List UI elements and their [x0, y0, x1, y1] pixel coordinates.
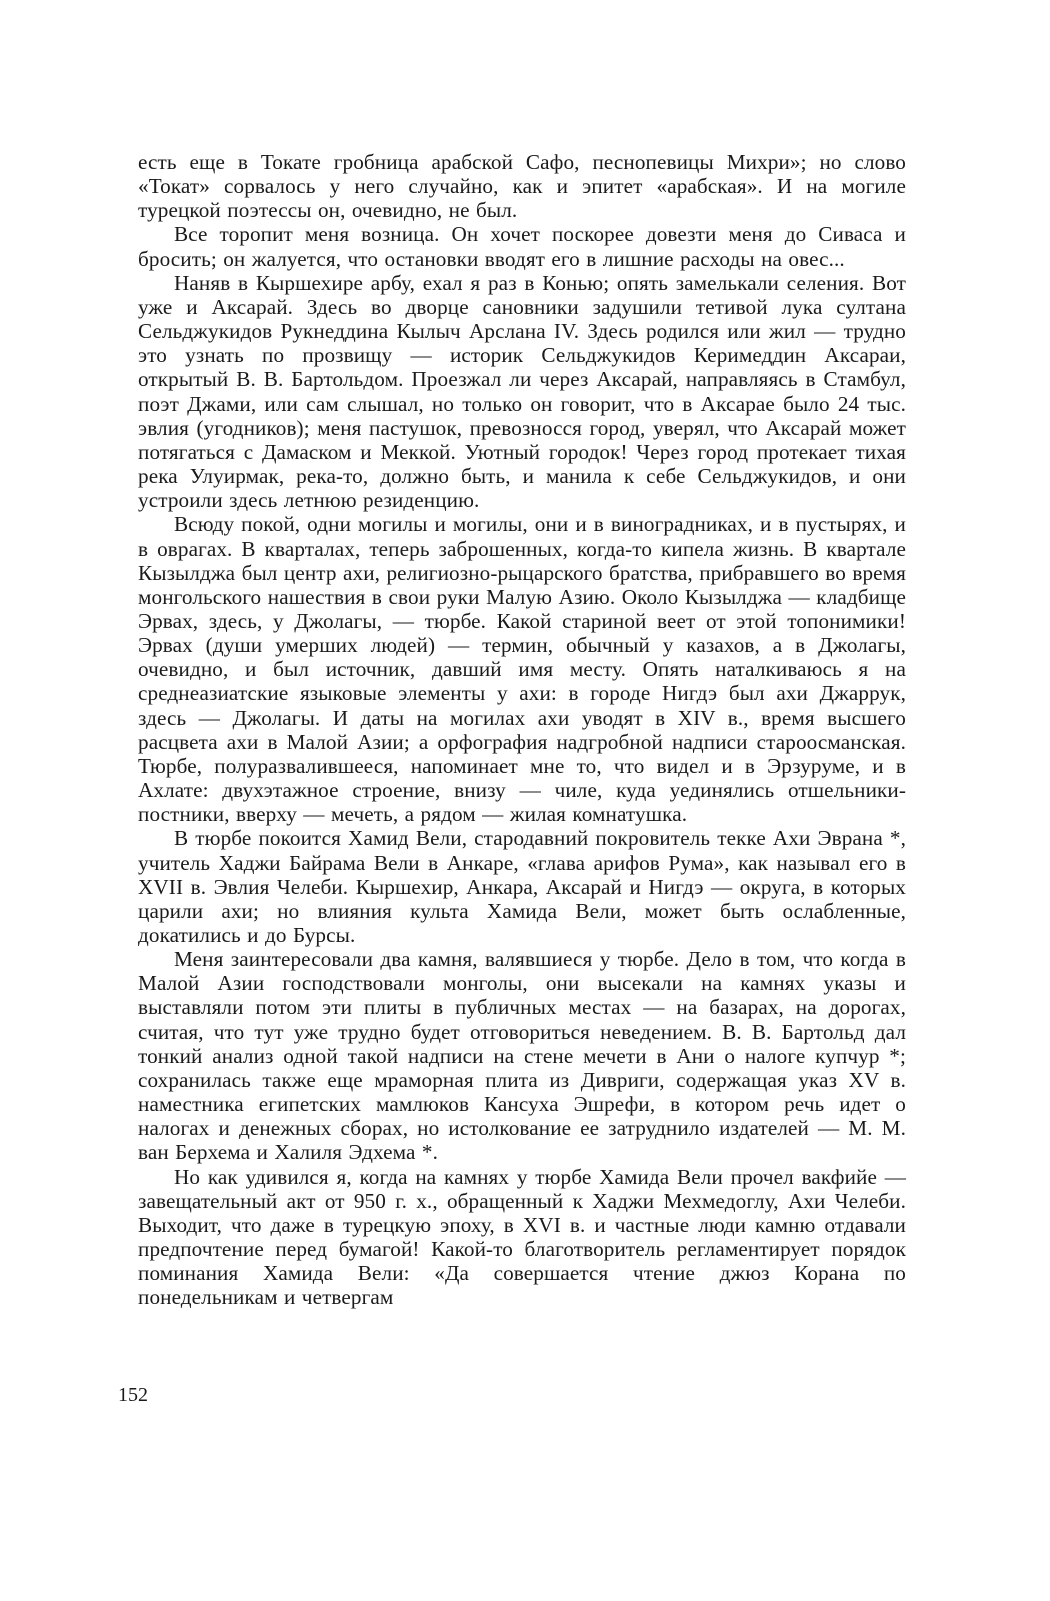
paragraph: есть еще в Токате гробница арабской Сафо, песнопевицы Михри»; но слово «Токат» сорвалось у него случайно, как и эпитет «арабская». И на могиле турецкой поэтессы он, очевидно, не был.: [138, 150, 906, 223]
paragraph: Наняв в Кыршехире арбу, ехал я раз в Конью; опять замелькали селения. Вот уже и Аксарай. Здесь во дворце сановники задушили тетивой лука султана Сельджукидов Рукнеддина Кылыч Арслана IV. Здесь родился или жил — трудно это узнать по прозвищу — историк Сельджукидов Керимеддин Аксараи, открытый В. В. Бартольдом. Проезжал ли через Аксарай, направляясь в Стамбул, поэт Джами, или сам слышал, но только он говорит, что в Аксарае было 24 тыс. эвлия (угодников); меня пастушок, превозносся город, уверял, что Аксарай может потягаться с Дамаском и Меккой. Уютный городок! Через город протекает тихая река Улуирмак, река-то, должно быть, и манила к себе Сельджукидов, и они устроили здесь летнюю резиденцию.: [138, 270, 906, 513]
paragraph: Но как удивился я, когда на камнях у тюрбе Хамида Вели прочел вакфийе — завещательный акт от 950 г. х., обращенный к Хаджи Мехмедоглу, Ахи Челеби. Выходит, что даже в турецкую эпоху, в XVI в. и частные люди камню отдавали предпочтение перед бумагой! Какой-то благотворитель регламентирует порядок поминания Хамида Вели: «Да совершается чтение джюз Корана по понедельникам и четвергам: [138, 1164, 906, 1310]
paragraph: Меня заинтересовали два камня, валявшиеся у тюрбе. Дело в том, что когда в Малой Азии господствовали монголы, они высекали на камнях указы и выставляли потом эти плиты в публичных местах — на базарах, на дорогах, считая, что тут уже трудно будет отговориться неведением. В. В. Бартольд дал тонкий анализ одной такой надписи на стене мечети в Ани о налоге купчур *; сохранилась также еще мраморная плита из Дивриги, содержащая указ XV в. наместника египетских мамлюков Кансуха Эшрефи, в котором речь идет о налогах и денежных сборах, но истолкование ее затруднило издателей — М. М. ван Берхема и Халиля Эдхема *.: [138, 947, 906, 1165]
paragraph: Всюду покой, одни могилы и могилы, они и в виноградниках, и в пустырях, и в оврагах. В кварталах, теперь заброшенных, когда-то кипела жизнь. В квартале Кызылджа был центр ахи, религиозно-рыцарского братства, прибравшего во время монгольского нашествия в свои руки Малую Азию. Около Кызылджа — кладбище Эрвах, здесь, у Джолагы, — тюрбе. Какой стариной веет от этой топонимики! Эрвах (души умерших людей) — термин, обычный у казахов, а в Джолагы, очевидно, и был источник, давший имя месту. Опять наталкиваюсь я на среднеазиатские языковые элементы у ахи: в городе Нигдэ был ахи Джаррук, здесь — Джолагы. И даты на могилах ахи уводят в XIV в., время высшего расцвета ахи в Малой Азии; а орфография надгробной надписи староосманская. Тюрбе, полуразвалившееся, напоминает мне то, что видел и в Эрзуруме, и в Ахлате: двухэтажное строение, внизу — чиле, куда уединялись отшельники-постники, вверху — мечеть, а рядом — жилая комнатушка.: [138, 512, 906, 827]
body-text: [138, 150, 906, 1310]
paragraph: Все торопит меня возница. Он хочет поскорее довезти меня до Сиваса и бросить; он жалуется, что остановки вводят его в лишние расходы на овес...: [138, 222, 906, 271]
page-number: 152: [118, 1384, 148, 1406]
paragraph: В тюрбе покоится Хамид Вели, стародавний покровитель текке Ахи Эврана *, учитель Хаджи Байрама Вели в Анкаре, «глава арифов Рума», как называл его в XVII в. Эвлия Челеби. Кыршехир, Анкара, Аксарай и Нигдэ — округа, в которых царили ахи; но влияния культа Хамида Вели, может быть ослабленные, докатились и до Бурсы.: [138, 826, 906, 947]
